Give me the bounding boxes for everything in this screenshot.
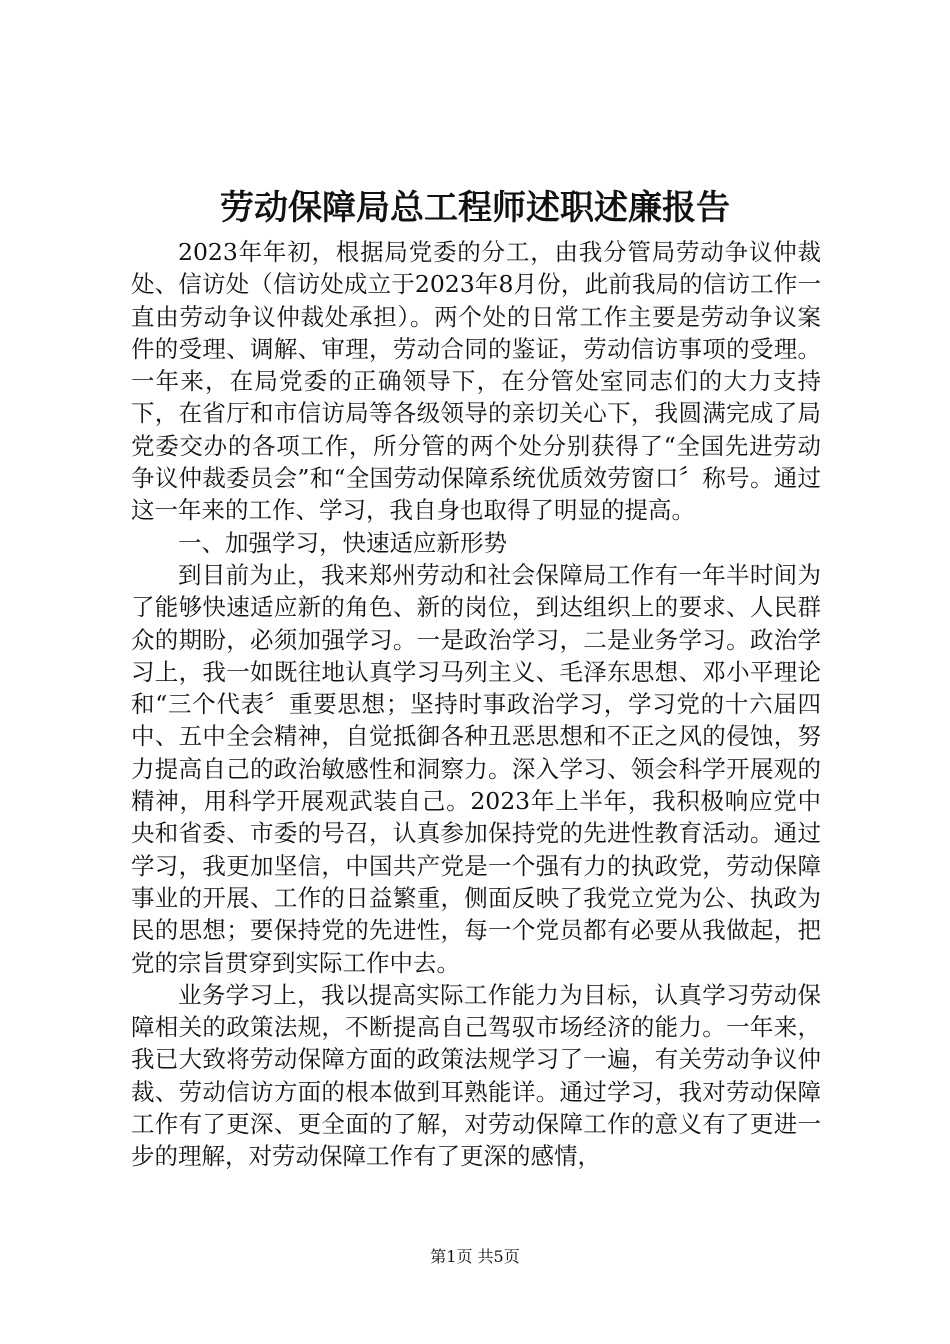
section-heading-1: 一、加强学习，快速适应新形势 <box>178 528 507 557</box>
page-footer: 第1页 共5页 <box>430 1247 520 1266</box>
paragraph-political-study: 到目前为止，我来郑州劳动和社会保障局工作有一年半时间为了能够快速适应新的角色、新的岗位，到达组织上的要求、人民群众的期盼，必须加强学习。一是政治学习，二是业务学习。政治学习上，我一如既往地认真学习马列主义、毛泽东思想、邓小平理论和“三个代表〞重要思想；坚持时事政治学习，学习党的十六届四中、五中全会精神，自觉抵御各种丑恶思想和不正之风的侵蚀，努力提高自己的政治敏感性和洞察力。深入学习、领会科学开展观的精神，用科学开展观武装自己。2023年上半年，我积极响应党中央和省委、市委的号召，认真参加保持党的先进性教育活动。通过学习，我更加坚信，中国共产党是一个强有力的执政党，劳动保障事业的开展、工作的日益繁重，侧面反映了我党立党为公、执政为民的思想；要保持党的先进性，每一个党员都有必要从我做起，把党的宗旨贯穿到实际工作中去。 <box>131 560 821 977</box>
document-body <box>131 236 821 1173</box>
paragraph-business-study: 业务学习上，我以提高实际工作能力为目标，认真学习劳动保障相关的政策法规，不断提高自己驾驭市场经济的能力。一年来，我已大致将劳动保障方面的政策法规学习了一遍，有关劳动争议仲裁、劳动信访方面的根本做到耳熟能详。通过学习，我对劳动保障工作有了更深、更全面的了解，对劳动保障工作的意义有了更进一步的理解，对劳动保障工作有了更深的感情， <box>131 980 821 1171</box>
document-title: 劳动保障局总工程师述职述廉报告 <box>220 188 730 228</box>
paragraph-intro: 2023年年初，根据局党委的分工，由我分管局劳动争议仲裁处、信访处（信访处成立于2023年8月份，此前我局的信访工作一直由劳动争议仲裁处承担）。两个处的日常工作主要是劳动争议案件的受理、调解、审理，劳动合同的鉴证，劳动信访事项的受理。一年来，在局党委的正确领导下，在分管处室同志们的大力支持下，在省厅和市信访局等各级领导的亲切关心下，我圆满完成了局党委交办的各项工作，所分管的两个处分别获得了“全国先进劳动争议仲裁委员会”和“全国劳动保障系统优质效劳窗口〞称号。通过这一年来的工作、学习，我自身也取得了明显的提高。 <box>131 238 821 525</box>
